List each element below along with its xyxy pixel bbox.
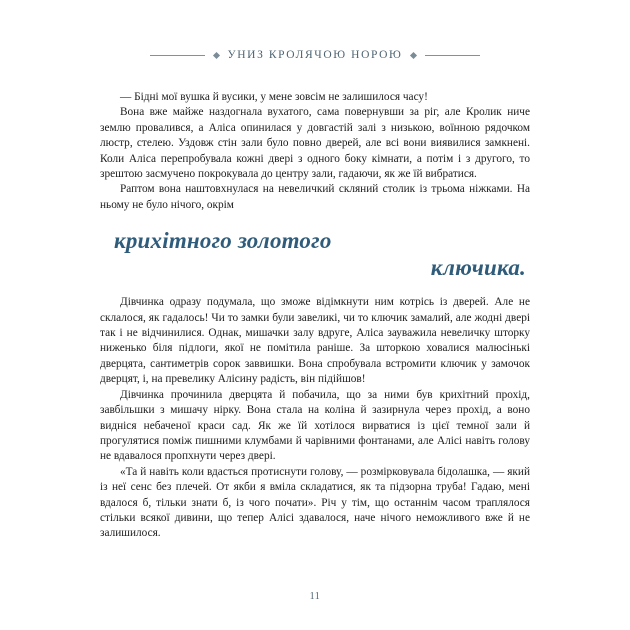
paragraph: Дівчинка прочинила дверцята й побачила, що за ними був крихітний прохід, завбільшки з мишачу нірку. Вона стала на коліна й зазирнула через прохід, а воно видніся небаченої краси сад. Як же їй хотілося вирватися із цієї темної зали й прогулятися поміж пишними клумбами й чарівними фонтанами, але Алісі навіть голову не вдавалося пропхнути через двері. [100, 388, 530, 463]
display-phrase [100, 227, 530, 281]
paragraph: «Та й навіть коли вдасться протиснути голову, — розмірковувала бідолашка, — який із неї сенс без плечей. От якби я вміла складатися, як та підзорна труба! Гадаю, мені вдалося б, тільки знати б, із чого почати». Річ у тім, що останнім часом траплялося стільки всякої дивини, що тепер Алісі здавалося, наче нічого неможливого вже й не залишилося. [100, 465, 530, 540]
rule-left-icon [150, 55, 205, 56]
diamond-left-icon [212, 51, 219, 58]
paragraph: Вона вже майже наздогнала вухатого, сама повернувши за ріг, але Кролик ниче землю провалився, а Аліса опинилася у довгастій залі з низькою, воїнною рядочком люстр, стелею. Уздовж стін зали було повно дверей, але всі вони виявилися замкнені. Коли Аліса перепробувала кожні двері з одного боку кімнати, а потім і з другого, то зрештою засмучено покрокувала до центру зали, гадаючи, як же їй вибратися. [100, 106, 530, 181]
diamond-right-icon [410, 51, 417, 58]
display-phrase-line-2: ключика. [430, 255, 526, 281]
running-head [100, 46, 530, 64]
body-text-bottom [100, 295, 530, 542]
display-phrase-line-1: крихітного золотого [114, 228, 332, 254]
page-number: 11 [309, 591, 321, 602]
paragraph: Раптом вона наштовхнулася на невеличкий скляний столик із трьома ніжками. На ньому не було нічого, окрім [100, 183, 530, 211]
rule-right-icon [425, 55, 480, 56]
paragraph: — Бідні мої вушка й вусики, у мене зовсім не залишилося часу! [120, 91, 428, 103]
running-head-title: УНИЗ КРОЛЯЧОЮ НОРОЮ [227, 49, 403, 61]
body-text-top [100, 90, 530, 213]
paragraph: Дівчинка одразу подумала, що зможе відімкнути ним котрісь із дверей. Але не склалося, як гадалось! Чи то замки були завеликі, чи то ключик замалий, але жодні двері так і не відчинилися. Однак, мишачки залу вдруге, Аліса зауважила невеличку шторку ниженько біля підлоги, якої не помітила раніше. За шторкою ховалися малюсінькі дверцята, сантиметрів сорок заввишки. Вона спробувала встромити ключик у замочок дверцят, і, на превелику Алісину радість, він підійшов! [100, 296, 530, 386]
